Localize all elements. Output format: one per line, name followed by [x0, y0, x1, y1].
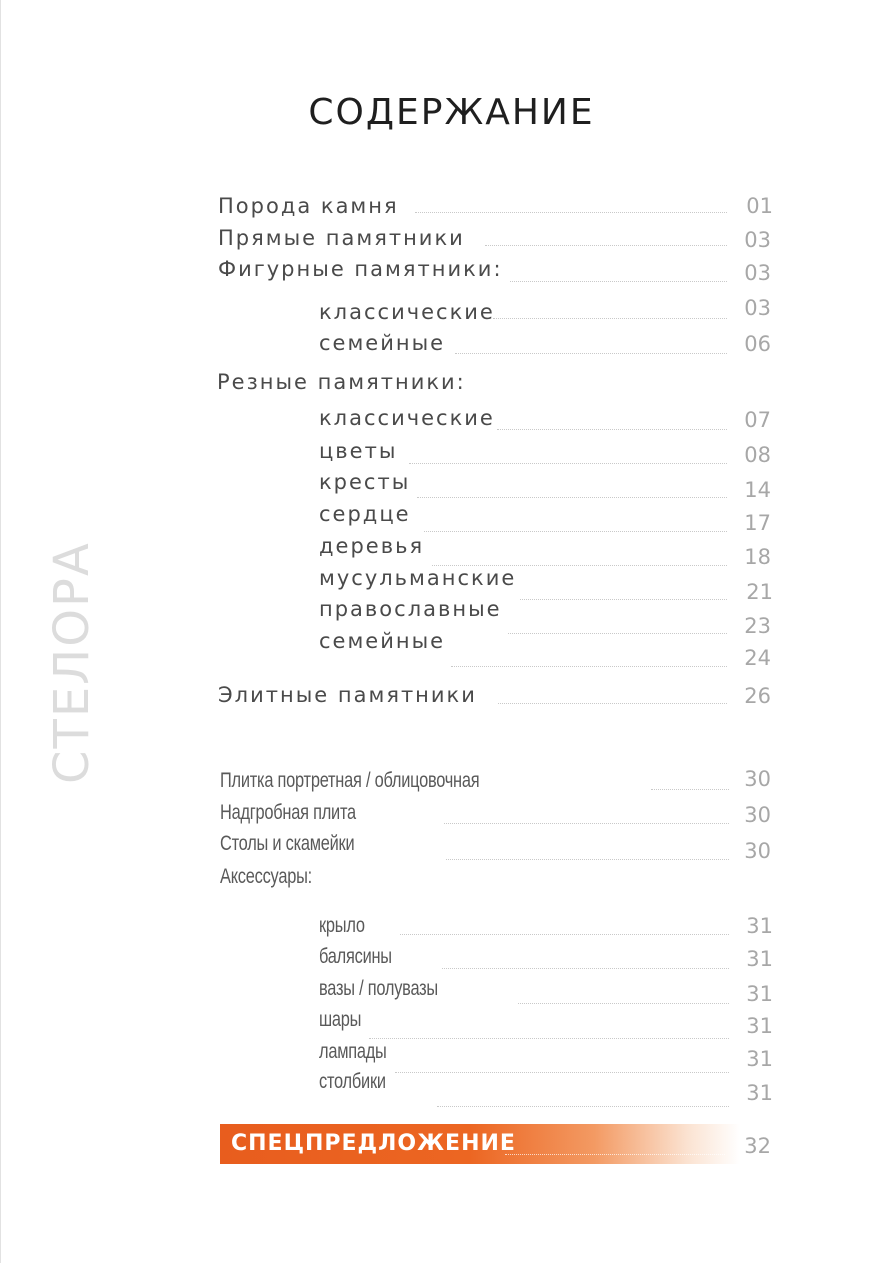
- toc-page-number: 30: [744, 839, 771, 863]
- toc-page-number: 31: [746, 914, 773, 938]
- toc-item-label: лампады: [319, 1040, 387, 1063]
- page-title: СОДЕРЖАНИЕ: [308, 92, 595, 133]
- toc-item-label: вазы / полувазы: [319, 977, 438, 1000]
- toc-item-label: сердце: [319, 502, 411, 526]
- toc-page-number: 07: [744, 408, 771, 432]
- toc-item-label: Прямые памятники: [218, 226, 465, 250]
- toc-page-number: 24: [744, 646, 771, 670]
- toc-page-number: 03: [744, 228, 771, 252]
- toc-page-number: 08: [744, 443, 771, 467]
- toc-item-label: Порода камня: [218, 194, 399, 218]
- toc-page-number: 30: [744, 767, 771, 791]
- leader-dots: [505, 1154, 725, 1155]
- leader-dots: [510, 281, 727, 282]
- toc-item-label: классические: [319, 406, 495, 430]
- leader-dots: [424, 531, 727, 532]
- toc-page-number: 03: [744, 296, 771, 320]
- leader-dots: [395, 1072, 729, 1073]
- toc-page-number: 23: [744, 614, 771, 638]
- toc-item-label: Элитные памятники: [218, 683, 477, 707]
- toc-item-label: Аксессуары:: [220, 865, 312, 888]
- leader-dots: [498, 703, 727, 704]
- toc-item-label: мусульманские: [319, 566, 517, 590]
- toc-page-number: 21: [746, 580, 773, 604]
- leader-dots: [651, 789, 729, 790]
- leader-dots: [493, 318, 727, 319]
- toc-page-number: 30: [744, 803, 771, 827]
- special-offer-banner[interactable]: [220, 1124, 740, 1164]
- leader-dots: [497, 429, 727, 430]
- toc-item-label: деревья: [319, 534, 425, 558]
- toc-item-label: Фигурные памятники:: [218, 257, 503, 281]
- toc-page-number: 14: [744, 478, 771, 502]
- toc-item-label: балясины: [319, 945, 392, 968]
- toc-item-label: Резные памятники:: [217, 370, 466, 394]
- leader-dots: [369, 1038, 729, 1039]
- special-offer-label: СПЕЦПРЕДЛОЖЕНИЕ: [231, 1131, 516, 1156]
- toc-item-label: классические: [319, 300, 495, 324]
- toc-item-label: кресты: [319, 470, 411, 494]
- leader-dots: [455, 353, 727, 354]
- leader-dots: [409, 463, 727, 464]
- toc-item-label: православные: [319, 597, 502, 621]
- toc-page-number: 06: [744, 332, 771, 356]
- leader-dots: [417, 497, 727, 498]
- toc-page-number: 31: [746, 947, 773, 971]
- toc-item-label: семейные: [319, 331, 446, 355]
- leader-dots: [485, 245, 727, 246]
- leader-dots: [518, 1003, 729, 1004]
- leader-dots: [437, 1106, 729, 1107]
- toc-page-number: 31: [746, 1081, 773, 1105]
- toc-page-number: 17: [744, 511, 771, 535]
- toc-item-label: Плитка портретная / облицовочная: [220, 769, 480, 792]
- toc-item-label: семейные: [319, 629, 446, 653]
- toc-page-number: 26: [744, 684, 771, 708]
- toc-item-label: Надгробная плита: [220, 801, 356, 824]
- toc-item-label: Столы и скамейки: [220, 832, 355, 855]
- leader-dots: [508, 633, 727, 634]
- leader-dots: [444, 823, 729, 824]
- toc-page-number: 31: [746, 1014, 773, 1038]
- toc-item-label: столбики: [319, 1070, 386, 1093]
- leader-dots: [520, 599, 727, 600]
- toc-page-number: 18: [744, 545, 771, 569]
- toc-page-number: 03: [744, 261, 771, 285]
- toc-item-label: цветы: [319, 439, 398, 463]
- toc-page-number: 31: [746, 982, 773, 1006]
- toc-item-label: крыло: [319, 914, 365, 937]
- leader-dots: [442, 968, 729, 969]
- toc-page-number: 31: [746, 1047, 773, 1071]
- leader-dots: [451, 666, 727, 667]
- leader-dots: [400, 934, 729, 935]
- page-edge-line: [0, 0, 1, 1263]
- toc-page-number: 01: [746, 194, 773, 218]
- leader-dots: [415, 212, 727, 213]
- toc-page-number: 32: [744, 1134, 771, 1158]
- leader-dots: [446, 859, 729, 860]
- side-brand-text: СТЕЛОРА: [44, 541, 100, 784]
- toc-item-label: шары: [319, 1008, 362, 1031]
